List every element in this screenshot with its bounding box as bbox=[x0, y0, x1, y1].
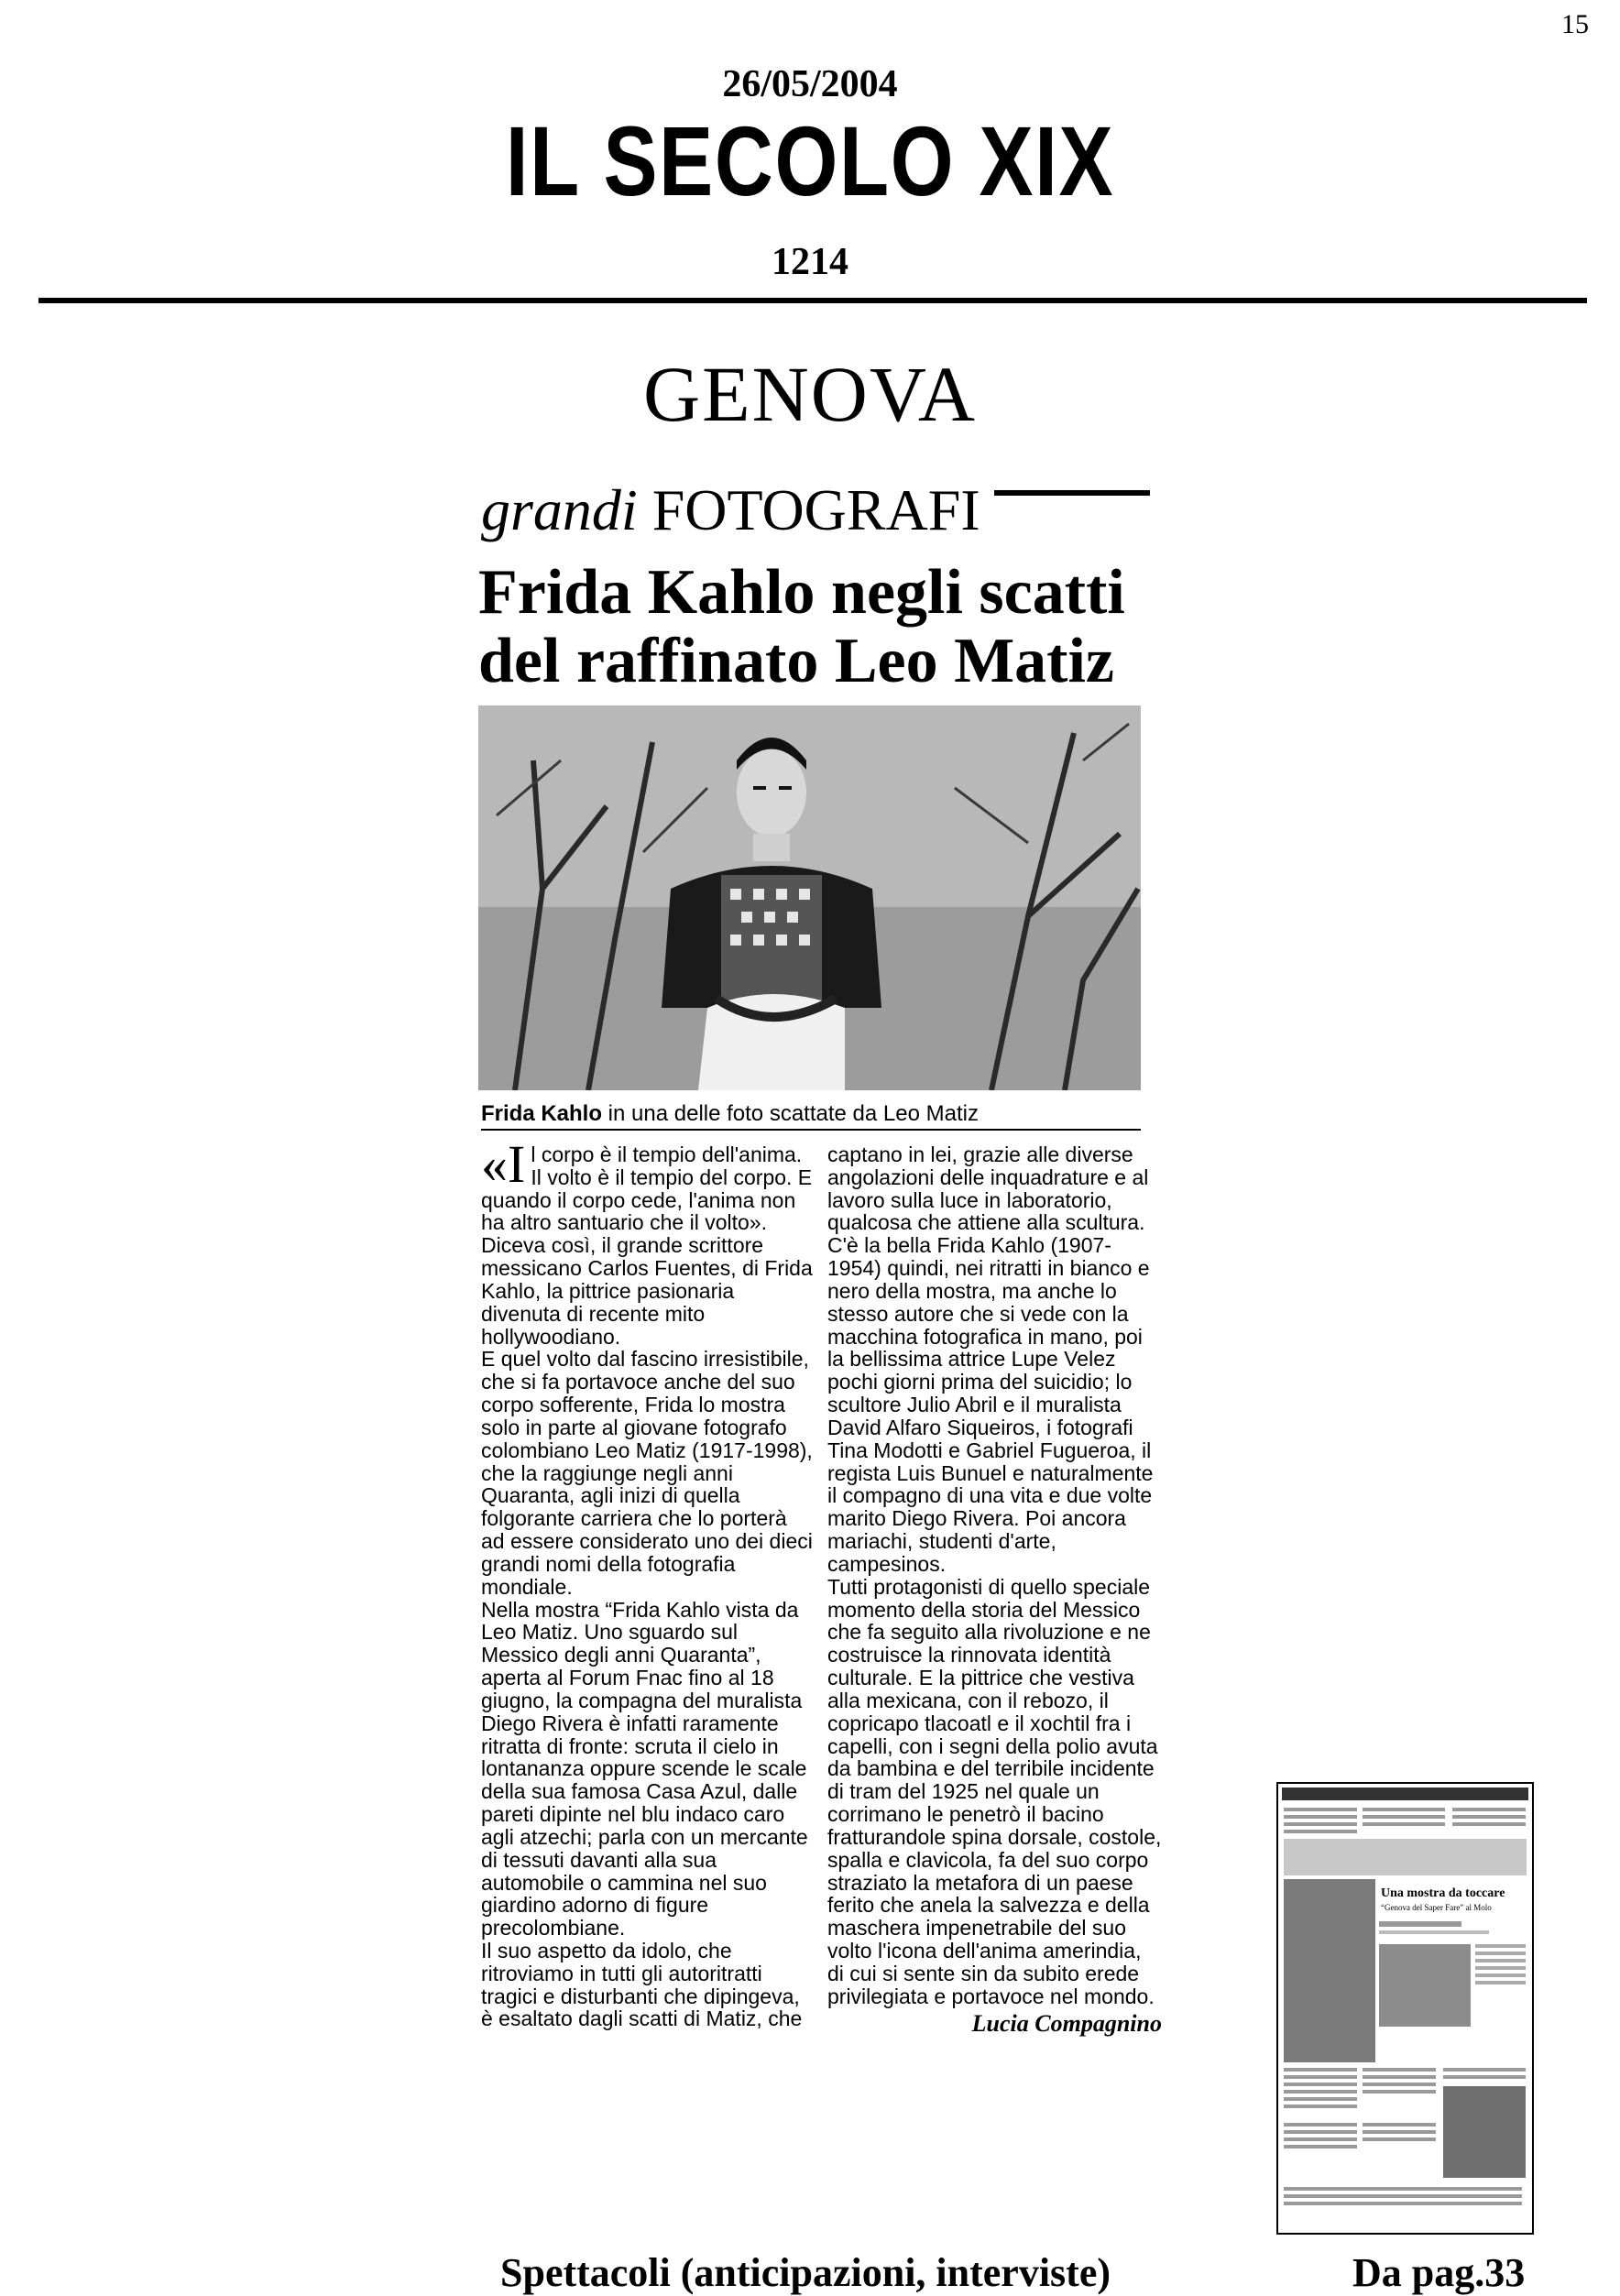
article-headline: Frida Kahlo negli scatti del raffinato Leo Matiz bbox=[478, 557, 1125, 696]
paragraph: Nella mostra “Frida Kahlo vista da Leo Matiz. Uno sguardo sul Messico degli anni Quaranta”, aperta al Forum Fnac fino al 18 giugno, la compagna del muralista Diego Rivera è infatti raramente ritratta di fronte: scruta il cielo in lontananza oppure scende le scale della sua famosa Casa Azul, dalle pareti dipinte nel blu indaco caro agli atzechi; parla con un mercante di tessuti davanti alla sua automobile o cammina nel suo giardino adorno di figure precolombiane. bbox=[481, 1597, 808, 1941]
thumbnail-subheadline: “Genova del Saper Fare” al Molo bbox=[1381, 1903, 1492, 1912]
kicker bbox=[481, 476, 980, 544]
kicker-italic: grandi bbox=[481, 477, 638, 542]
clipping-code: 1214 bbox=[772, 241, 848, 283]
caption-name: Frida Kahlo bbox=[481, 1101, 603, 1126]
drop-cap: «I bbox=[481, 1134, 526, 1194]
thumbnail-headline: Una mostra da toccare bbox=[1381, 1886, 1505, 1900]
photo-caption bbox=[481, 1101, 1141, 1127]
kicker-caps: FOTOGRAFI bbox=[651, 477, 980, 542]
article-column-1 bbox=[481, 1134, 815, 2031]
page-thumbnail bbox=[1276, 1782, 1534, 2235]
kicker-bar bbox=[994, 490, 1150, 496]
paragraph: E quel volto dal fascino irresistibile, che si fa portavoce anche del suo corpo sofferente, Frida lo mostra solo in parte al giovane fotografo colombiano Leo Matiz (1917-1998), che la raggiunge negli anni Quaranta, agli inizi di quella folgorante carriera che lo porterà ad essere considerato uno dei dieci grandi nomi della fotografia mondiale. bbox=[481, 1347, 813, 1599]
footer-section-label: Spettacoli (anticipazioni, interviste) bbox=[500, 2250, 1111, 2295]
portrait-photo-illustration bbox=[478, 705, 1141, 1090]
paragraph: Diceva così, il grande scrittore messicano Carlos Fuentes, di Frida Kahlo, la pittrice pasionaria divenuta di recente mito hollywoodiano. bbox=[481, 1233, 813, 1349]
paragraph: Tutti protagonisti di quello speciale momento della storia del Messico che fa seguito alla rivoluzione e ne costruisce la rinnovata identità culturale. E la pittrice che vestiva alla mexicana, con il rebozo, il copricapo tlacoatl e il xochtil fra i capelli, con i segni della polio avuta da bambina e del terribile incidente di tram del 1925 nel quale un corrimano le penetrò il bacino fratturandole spina dorsale, costole, spalla e clavicola, fa del suo corpo straziato la metafora di un paese ferito che anela la salvezza e della maschera impenetrabile del suo volto l'icona dell'anima amerindia, di cui si sente sin da subito erede privilegiata e portavoce nel mondo. bbox=[827, 1574, 1162, 2008]
paragraph: captano in lei, grazie alle diverse angolazioni delle inquadrature e al lavoro sulla luce in laboratorio, qualcosa che attiene alla scultura. C'è la bella Frida Kahlo (1907-1954) quindi, nei ritratti in bianco e nero della mostra, ma anche lo stesso autore che si vede con la macchina fotografica in mano, poi la bellissima attrice Lupe Velez pochi giorni prima del suicidio; lo scultore Julio Abril e il muralista David Alfaro Siqueiros, i fotografi Tina Modotti e Gabriel Fugueroa, il regista Luis Bunuel e naturalmente il compagno di una vita e due volte marito Diego Rivera. Poi ancora mariachi, studenti d'arte, campesinos. bbox=[827, 1143, 1154, 1576]
article-photo bbox=[478, 705, 1141, 1090]
paragraph bbox=[481, 1134, 815, 1235]
section-title: GENOVA bbox=[643, 350, 977, 438]
clipping-date: 26/05/2004 bbox=[722, 63, 898, 105]
article-author: Lucia Compagnino bbox=[971, 2010, 1162, 2038]
paragraph: Il suo aspetto da idolo, che ritroviamo in tutti gli autoritratti tragici e disturbanti che dipingeva, è esaltato dagli scatti di Matiz, che bbox=[481, 1938, 803, 2031]
article-column-2 bbox=[827, 1143, 1162, 2038]
masthead-divider bbox=[38, 298, 1587, 303]
thumbnail-page-illustration bbox=[1278, 1784, 1532, 2233]
caption-text: in una delle foto scattate da Leo Matiz bbox=[602, 1101, 979, 1126]
newspaper-masthead: IL SECOLO XIX bbox=[505, 105, 1115, 216]
page-number: 15 bbox=[1561, 9, 1589, 39]
caption-rule bbox=[481, 1129, 1141, 1131]
footer-page-reference: Da pag.33 bbox=[1352, 2250, 1526, 2295]
paragraph-text: l corpo è il tempio dell'anima. Il volto è il tempio del corpo. E quando il corpo cede, l'anima non ha altro santuario che il volto». bbox=[481, 1143, 813, 1235]
